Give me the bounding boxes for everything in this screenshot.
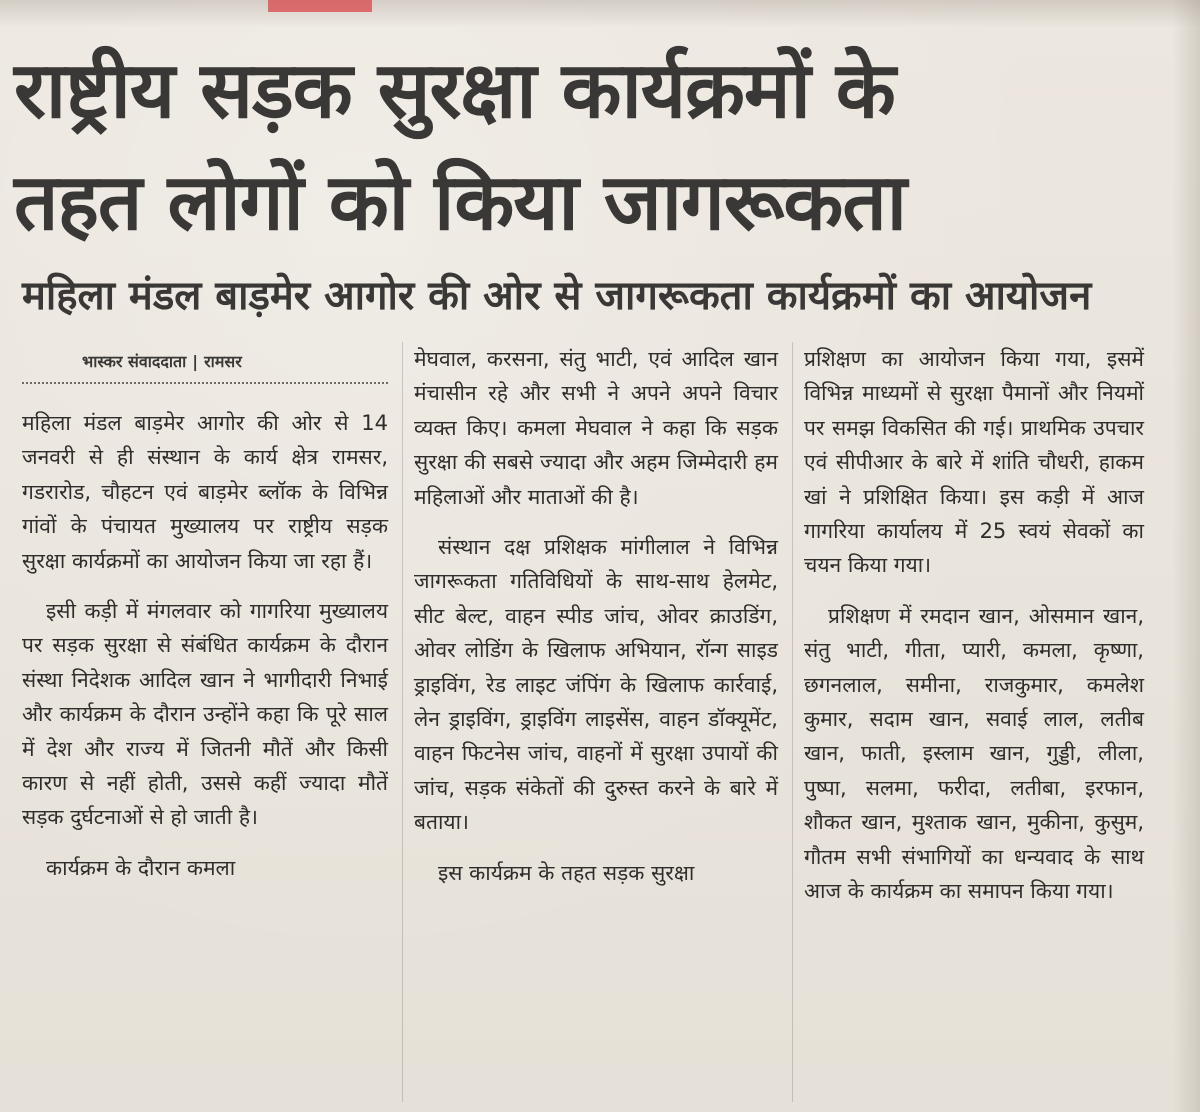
paragraph: महिला मंडल बाड़मेर आगोर की ओर से 14 जनवरी से ही संस्थान के कार्य क्षेत्र रामसर, गडरारोड, चौहटन एवं बाड़मेर ब्लॉक के विभिन्न गांवों के पंचायत मुख्यालय पर राष्ट्रीय सड़क सुरक्षा कार्यक्रमों का आयोजन किया जा रहा हैं।: [22, 411, 388, 573]
subheadline: महिला मंडल बाड़मेर आगोर की ओर से जागरूकता कार्यक्रमों का आयोजन: [22, 273, 1092, 319]
article-column-2: [414, 342, 778, 890]
paragraph: संस्थान दक्ष प्रशिक्षक मांगीलाल ने विभिन्न जागरूकता गतिविधियों के साथ-साथ हेलमेट, सीट बेल्ट, वाहन स्पीड जांच, ओवर क्राउडिंग, ओवर लोडिंग के खिलाफ अभियान, रॉन्ग साइड ड्राइविंग, रेड लाइट जंपिंग के खिलाफ कार्रवाई, लेन ड्राइविंग, ड्राइविंग लाइसेंस, वाहन डॉक्यूमेंट, वाहन फिटनेस जांच, वाहनों में सुरक्षा उपायों की जांच, सड़क संकेतों की दुरुस्त करने के बारे में बताया।: [414, 535, 778, 835]
paragraph: इसी कड़ी में मंगलवार को गागरिया मुख्यालय पर सड़क सुरक्षा से संबंधित कार्यक्रम के दौरान संस्था निदेशक आदिल खान ने भागीदारी निभाई और कार्यक्रम के दौरान उन्होंने कहा कि पूरे साल में देश और राज्य में जितनी मौतें और किसी कारण से नहीं होती, उससे कहीं ज्यादा मौतें सड़क दुर्घटनाओं से हो जाती है।: [22, 599, 388, 830]
top-bleed-shadow: [0, 0, 1200, 28]
headline-line-1: राष्ट्रीय सड़क सुरक्षा कार्यक्रमों के: [14, 46, 895, 136]
article-column-3: [804, 342, 1144, 909]
red-edge-mark: [268, 0, 372, 12]
paragraph: प्रशिक्षण में रमदान खान, ओसमान खान, संतु भाटी, गीता, प्यारी, कमला, कृष्णा, छगनलाल, समीना, राजकुमार, कमलेश कुमार, सदाम खान, सवाई लाल, लतीब खान, फाती, इस्लाम खान, गुड्डी, लीला, पुष्पा, सलमा, फरीदा, लतीबा, इरफान, शौकत खान, मुश्ताक खान, मुकीना, कुसुम, गौतम सभी संभागियों का धन्यवाद के साथ आज के कार्यक्रम का समापन किया गया।: [804, 603, 1144, 904]
paragraph: इस कार्यक्रम के तहत सड़क सुरक्षा: [438, 860, 695, 885]
byline-separator: |: [192, 352, 199, 371]
paragraph: प्रशिक्षण का आयोजन किया गया, इसमें विभिन्न माध्यमों से सुरक्षा पैमानों और नियमों पर समझ विकसित की गई। प्राथमिक उपचार एवं सीपीआर के बारे में शांति चौधरी, हाकम खां ने प्रशिक्षित किया। इस कड़ी में आज गागरिया कार्यालय में 25 स्वयं सेवकों का चयन किया गया।: [804, 347, 1144, 578]
paragraph: मेघवाल, करसना, संतु भाटी, एवं आदिल खान मंचासीन रहे और सभी ने अपने अपने विचार व्यक्त किए। कमला मेघवाल ने कहा कि सड़क सुरक्षा की सबसे ज्यादा और अहम जिम्मेदारी हम महिलाओं और माताओं की है।: [414, 347, 778, 509]
paragraph: कार्यक्रम के दौरान कमला: [46, 855, 236, 880]
byline-location: रामसर: [204, 352, 242, 371]
article-column-1: [22, 342, 388, 885]
headline-line-2: तहत लोगों को किया जागरूकता: [14, 158, 906, 248]
byline: [22, 342, 388, 384]
page-edge-shadow: [1172, 0, 1200, 1112]
column-divider: [402, 342, 403, 1102]
column-divider: [792, 342, 793, 1102]
byline-reporter: भास्कर संवाददाता: [82, 352, 187, 371]
